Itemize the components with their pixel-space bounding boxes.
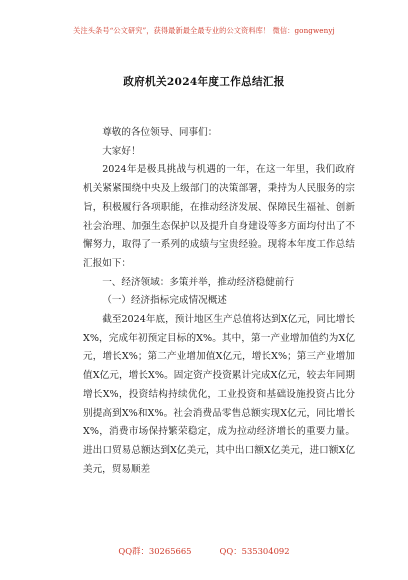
greeting: 大家好！	[102, 145, 141, 157]
subsection-heading: （一）经济指标完成情况概述	[102, 295, 227, 307]
promo-banner: 关注头条号“公文研究”，获得最新最全最专业的公文资料库！ 微信：gongwenyj	[73, 26, 335, 35]
qq-group: QQ群：30265665	[118, 546, 192, 556]
salutation: 尊敬的各位领导、同事们：	[102, 127, 218, 138]
qq-number: QQ：535304092	[219, 546, 290, 556]
footer-contact	[0, 545, 408, 557]
body-paragraph: 截至2024年底，预计地区生产总值将达到X亿元，同比增长X%，完成年初预定目标的X%。其中，第一产业增加值约为X亿元，增长X%；第二产业增加值X亿元，增长X%；第三产业增加值X亿元，增长X%。固定资产投资累计完成X亿元，较去年同期增长X%，投资结构持续优化，工业投资和基础设施投资占比分别提高到X%和X%。社会消费品零售总额实现X亿元，同比增长X%，消费市场保持繁荣稳定，成为拉动经济增长的重要力量。进出口贸易总额达到X亿美元，其中出口额X亿美元，进口额X亿美元，贸易顺差	[83, 314, 355, 475]
intro-paragraph: 2024年是极具挑战与机遇的一年，在这一年里，我们政府机关紧紧围绕中央及上级部门的决策部署，秉持为人民服务的宗旨，积极履行各项职能，在推动经济发展、保障民生福祉、创新社会治理、加强生态保护以及提升自身建设等多方面均付出了不懈努力，取得了一系列的成绩与宝贵经验。现将本年度工作总结汇报如下：	[83, 164, 355, 269]
document-title: 政府机关2024年度工作总结汇报	[123, 76, 285, 88]
section-heading: 一、经济领域：多策并举，推动经济稳健前行	[102, 276, 295, 288]
document-body	[83, 124, 355, 479]
